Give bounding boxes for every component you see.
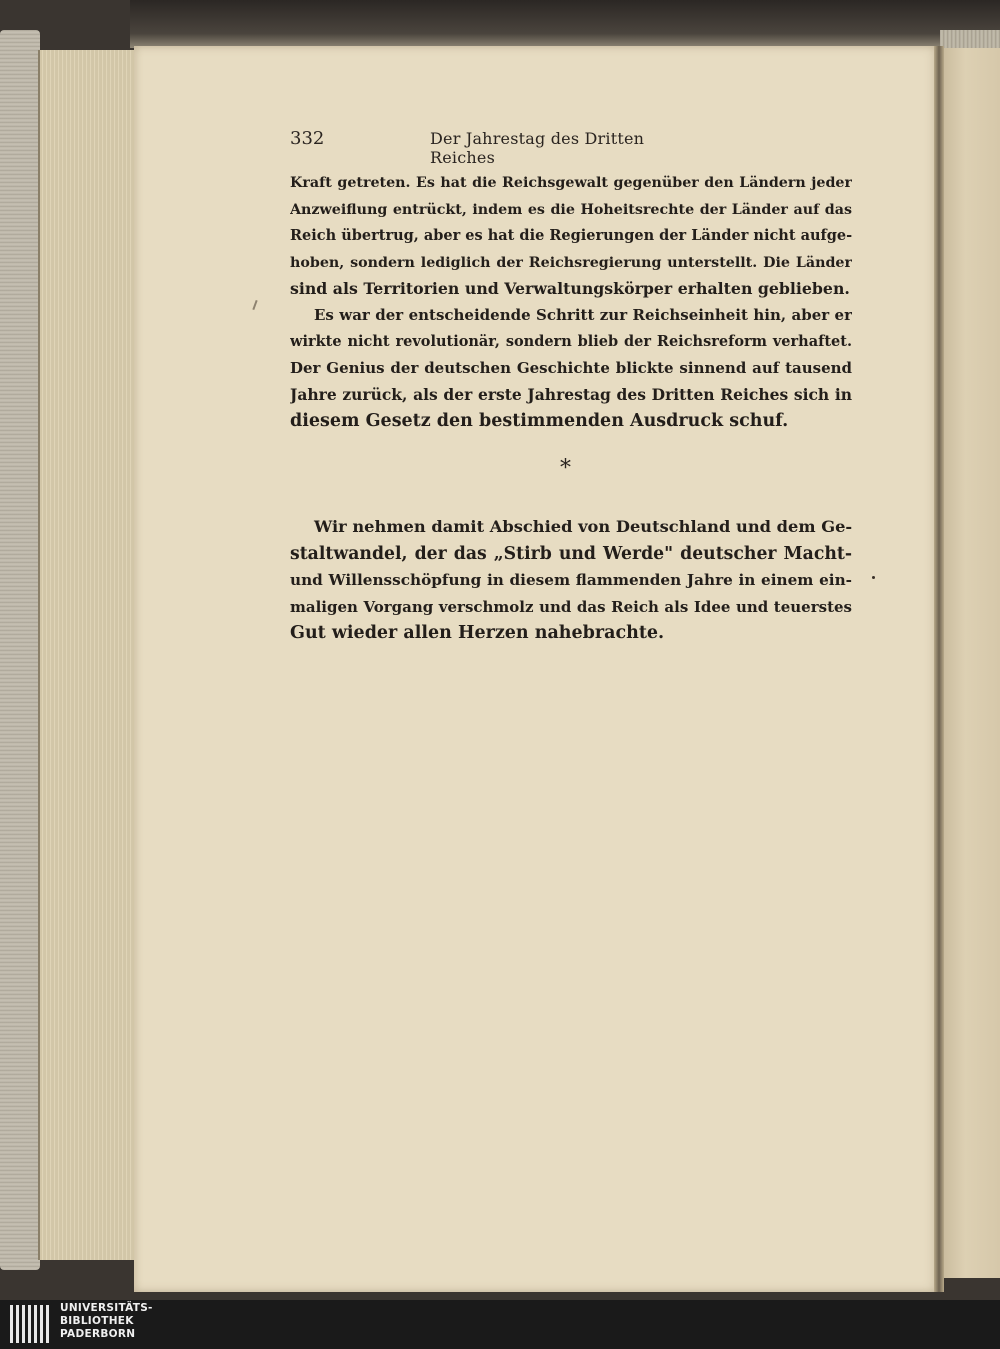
logo-line-1: UNIVERSITÄTS-	[60, 1302, 153, 1314]
page-number: 332	[290, 128, 325, 149]
text-line: Der Genius der deutschen Geschichte blickte sinnend auf tausend	[290, 359, 852, 377]
running-head-title: Der Jahrestag des Dritten Reiches	[430, 129, 645, 167]
paragraph-2	[290, 302, 852, 435]
section-separator: *	[560, 456, 571, 481]
text-line: wirkte nicht revolutionär, sondern blieb der Reichsreform verhaftet.	[290, 332, 852, 350]
facing-page	[942, 48, 1000, 1278]
text-line: Reich übertrug, aber es hat die Regierungen der Länder nicht aufge-	[290, 227, 852, 244]
text-line: staltwandel, der das „Stirb und Werde" deutscher Macht-	[290, 543, 852, 564]
running-head	[290, 128, 710, 167]
text-line: Jahre zurück, als der erste Jahrestag des Dritten Reiches sich in	[290, 384, 852, 404]
book-cover-top	[130, 0, 1000, 48]
text-line: Es war der entscheidende Schritt zur Reichseinheit hin, aber er	[314, 306, 852, 324]
text-line: hoben, sondern lediglich der Reichsregierung unterstellt. Die Länder	[290, 254, 852, 271]
text-line: diesem Gesetz den bestimmenden Ausdruck schuf.	[290, 411, 789, 431]
text-line: sind als Territorien und Verwaltungskörper erhalten geblieben.	[290, 279, 850, 298]
book-cover-spine	[0, 30, 40, 1270]
library-logo-text	[60, 1302, 153, 1341]
text-line: Anzweiflung entrückt, indem es die Hoheitsrechte der Länder auf das	[290, 201, 852, 218]
text-line: Gut wieder allen Herzen nahebrachte.	[290, 623, 665, 643]
library-logo-icon	[10, 1305, 50, 1343]
page-edges	[38, 50, 140, 1260]
text-line: maligen Vorgang verschmolz und das Reich als Idee und teuerstes	[290, 597, 852, 616]
paragraph-1	[290, 170, 852, 303]
text-line: Kraft getreten. Es hat die Reichsgewalt gegenüber den Ländern jeder	[290, 175, 852, 191]
paragraph-3	[290, 514, 852, 647]
text-line: und Willensschöpfung in diesem flammenden Jahre in einem ein-	[290, 571, 852, 589]
ink-speck	[872, 576, 875, 579]
logo-line-3: PADERBORN	[60, 1328, 136, 1340]
logo-line-2: BIBLIOTHEK	[60, 1315, 134, 1327]
page-gutter	[934, 46, 944, 1292]
text-line: Wir nehmen damit Abschied von Deutschland und dem Ge-	[314, 517, 852, 536]
